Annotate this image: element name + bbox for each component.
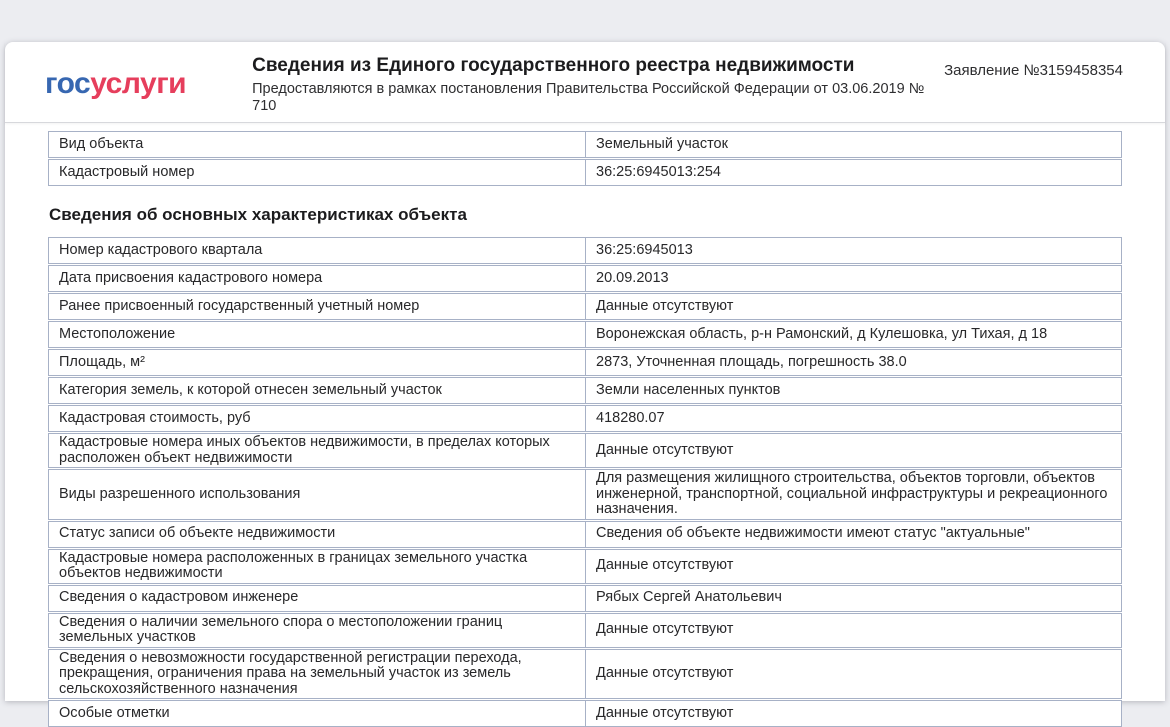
table-row (48, 649, 1122, 700)
table-row (48, 521, 1122, 548)
row-value: Данные отсутствуют (586, 701, 1121, 726)
row-label: Номер кадастрового квартала (49, 238, 586, 263)
page-title: Сведения из Единого государственного реестра недвижимости (252, 55, 944, 77)
row-value: Земли населенных пунктов (586, 378, 1121, 403)
row-label: Сведения о кадастровом инженере (49, 586, 586, 611)
row-value: Сведения об объекте недвижимости имеют статус "актуальные" (586, 522, 1121, 547)
row-value: Данные отсутствуют (586, 650, 1121, 699)
document-card (5, 42, 1165, 701)
row-label: Сведения о невозможности государственной регистрации перехода, прекращения, ограничения права на земельный участок из земель сельскохозяйственного назначения (49, 650, 586, 699)
logo-text-blue: гос (45, 67, 90, 100)
row-label: Вид объекта (49, 132, 586, 157)
row-label: Кадастровая стоимость, руб (49, 406, 586, 431)
row-value: Данные отсутствуют (586, 434, 1121, 467)
row-value: 2873, Уточненная площадь, погрешность 38.0 (586, 350, 1121, 375)
row-label: Особые отметки (49, 701, 586, 726)
row-label: Категория земель, к которой отнесен земельный участок (49, 378, 586, 403)
gosuslugi-logo[interactable] (45, 67, 186, 101)
row-label: Местоположение (49, 322, 586, 347)
table-row (48, 159, 1122, 186)
table-row (48, 377, 1122, 404)
row-label: Статус записи об объекте недвижимости (49, 522, 586, 547)
table-row (48, 131, 1122, 158)
row-label: Сведения о наличии земельного спора о местоположении границ земельных участков (49, 614, 586, 647)
row-label: Дата присвоения кадастрового номера (49, 266, 586, 291)
row-value: Для размещения жилищного строительства, объектов торговли, объектов инженерной, транспортной, социальной инфраструктуры и рекреационного назначения. (586, 470, 1121, 519)
row-label: Кадастровые номера расположенных в границах земельного участка объектов недвижимости (49, 550, 586, 583)
table-row (48, 700, 1122, 727)
row-label: Виды разрешенного использования (49, 470, 586, 519)
table-row (48, 585, 1122, 612)
section-title: Сведения об основных характеристиках объекта (49, 205, 1122, 225)
row-value: Воронежская область, р-н Рамонский, д Кулешовка, ул Тихая, д 18 (586, 322, 1121, 347)
page-subtitle: Предоставляются в рамках постановления Правительства Российской Федерации от 03.06.2019 № 710 (252, 81, 944, 114)
row-value: 36:25:6945013:254 (586, 160, 1121, 185)
row-value: Данные отсутствуют (586, 550, 1121, 583)
table-row (48, 549, 1122, 584)
table-row (48, 349, 1122, 376)
row-label: Площадь, м² (49, 350, 586, 375)
table-row (48, 265, 1122, 292)
table-row (48, 237, 1122, 264)
main-characteristics-table (48, 237, 1122, 727)
table-row (48, 469, 1122, 520)
document-body (5, 123, 1165, 727)
title-block (252, 53, 944, 114)
row-label: Ранее присвоенный государственный учетный номер (49, 294, 586, 319)
row-value: Данные отсутствуют (586, 614, 1121, 647)
row-value: Рябых Сергей Анатольевич (586, 586, 1121, 611)
row-label: Кадастровый номер (49, 160, 586, 185)
application-number: Заявление №3159458354 (944, 53, 1123, 79)
document-header (5, 42, 1165, 123)
table-row (48, 405, 1122, 432)
table-row (48, 613, 1122, 648)
row-value: 418280.07 (586, 406, 1121, 431)
object-info-table (48, 131, 1122, 186)
row-label: Кадастровые номера иных объектов недвижимости, в пределах которых расположен объект недвижимости (49, 434, 586, 467)
table-row (48, 321, 1122, 348)
row-value: Земельный участок (586, 132, 1121, 157)
row-value: 20.09.2013 (586, 266, 1121, 291)
row-value: Данные отсутствуют (586, 294, 1121, 319)
logo-text-red: услуги (90, 67, 186, 100)
table-row (48, 433, 1122, 468)
table-row (48, 293, 1122, 320)
row-value: 36:25:6945013 (586, 238, 1121, 263)
